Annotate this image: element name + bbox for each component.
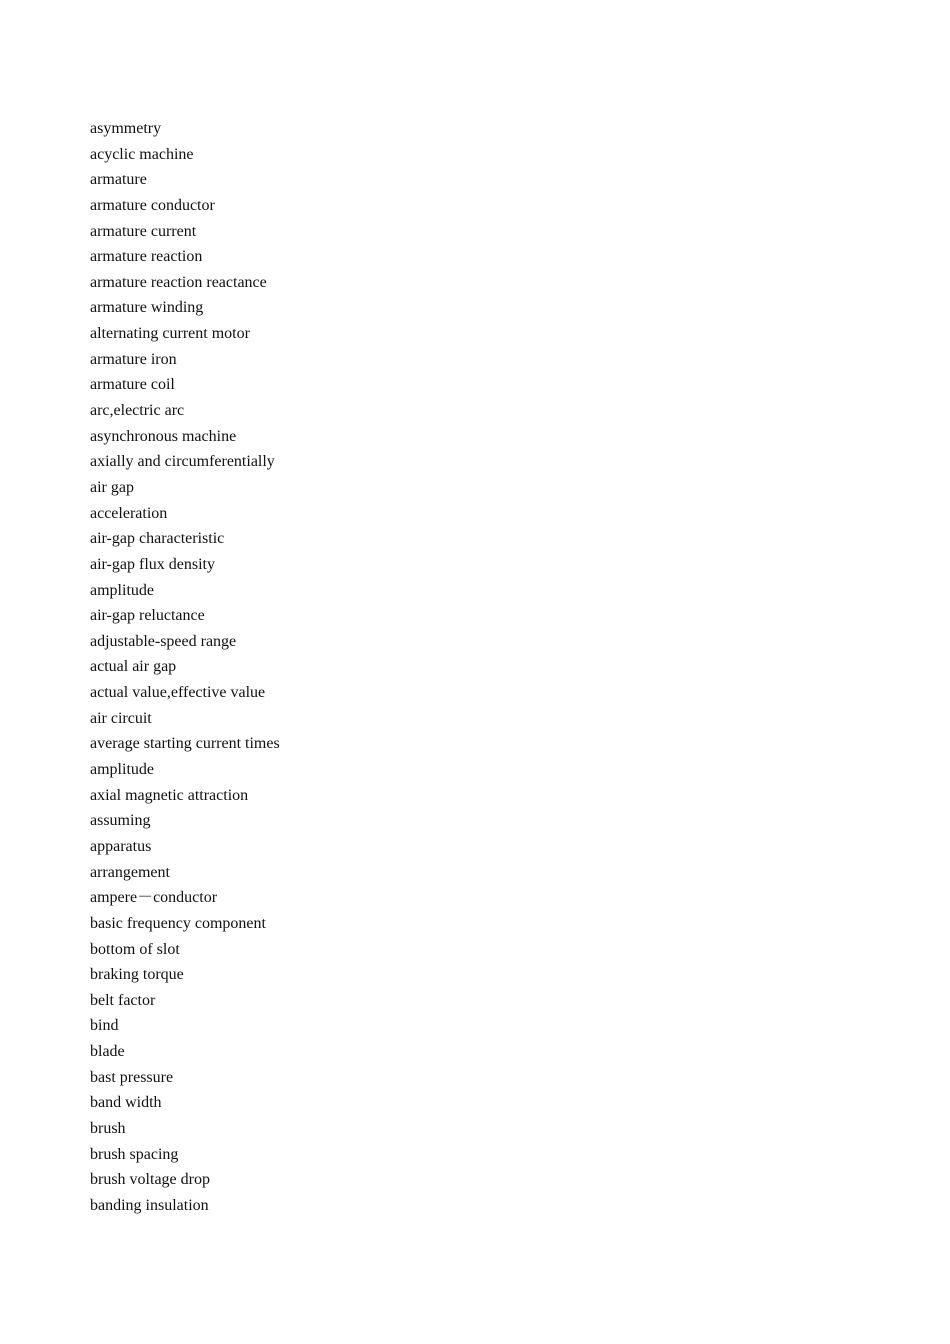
term-item: bast pressure xyxy=(90,1068,174,1086)
term-item: ampere－conductor xyxy=(90,889,218,907)
term-item: brush spacing xyxy=(90,1145,179,1163)
term-list xyxy=(90,116,280,1219)
term-item: armature reaction xyxy=(90,248,203,266)
term-item: assuming xyxy=(90,812,151,830)
term-item: belt factor xyxy=(90,991,156,1009)
term-item: band width xyxy=(90,1094,162,1112)
term-item: axial magnetic attraction xyxy=(90,786,249,804)
term-item: air-gap characteristic xyxy=(90,530,225,548)
term-item: braking torque xyxy=(90,966,184,984)
term-item: acyclic machine xyxy=(90,145,194,163)
term-item: armature winding xyxy=(90,299,204,317)
term-item: basic frequency component xyxy=(90,914,266,932)
term-item: acceleration xyxy=(90,504,168,522)
term-item: brush xyxy=(90,1119,126,1137)
term-item: actual air gap xyxy=(90,658,177,676)
term-item: armature xyxy=(90,171,147,189)
term-item: asynchronous machine xyxy=(90,427,237,445)
term-item: air gap xyxy=(90,478,134,496)
term-item: apparatus xyxy=(90,837,152,855)
term-item: actual value,effective value xyxy=(90,684,266,702)
term-item: amplitude xyxy=(90,581,154,599)
term-item: air-gap reluctance xyxy=(90,607,205,625)
term-item: air-gap flux density xyxy=(90,555,215,573)
term-item: armature iron xyxy=(90,350,177,368)
term-item: bind xyxy=(90,1017,119,1035)
term-item: arc,electric arc xyxy=(90,402,185,420)
term-item: armature current xyxy=(90,222,197,240)
term-item: asymmetry xyxy=(90,120,162,137)
term-item: alternating current motor xyxy=(90,325,250,343)
term-item: armature coil xyxy=(90,376,175,394)
term-item: arrangement xyxy=(90,863,170,881)
term-item: average starting current times xyxy=(90,735,280,753)
term-item: amplitude xyxy=(90,761,154,779)
term-item: blade xyxy=(90,1043,125,1061)
term-item: adjustable-speed range xyxy=(90,632,237,650)
term-item: armature conductor xyxy=(90,196,215,214)
term-item: axially and circumferentially xyxy=(90,453,275,471)
term-item: air circuit xyxy=(90,709,152,727)
term-item: banding insulation xyxy=(90,1196,209,1214)
term-item: brush voltage drop xyxy=(90,1171,210,1189)
term-item: bottom of slot xyxy=(90,940,180,958)
term-item: armature reaction reactance xyxy=(90,273,267,291)
